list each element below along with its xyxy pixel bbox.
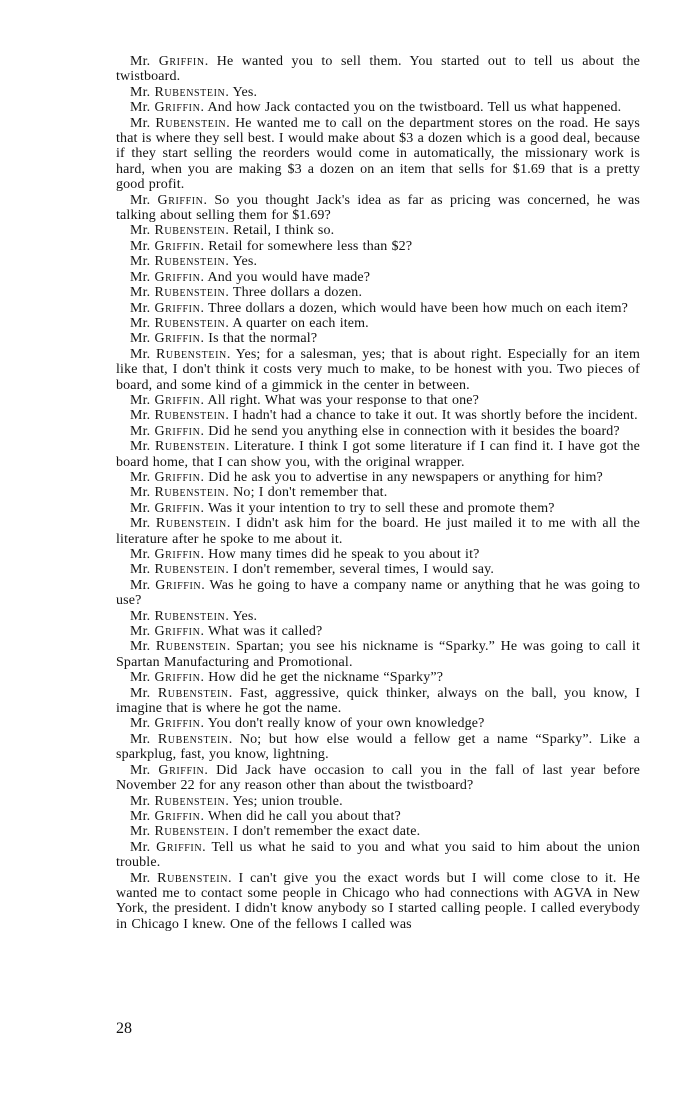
speaker-prefix: Mr. <box>130 408 151 424</box>
speaker-prefix: Mr. <box>130 716 151 732</box>
testimony-text: How many times did he speak to you about it? <box>208 547 480 562</box>
testimony-text: Did he send you anything else in connection with it besides the board? <box>208 423 620 439</box>
speaker-name: Griffin <box>154 547 201 562</box>
speaker-prefix: Mr. <box>130 516 151 532</box>
speaker-name: Rubenstein <box>154 439 226 455</box>
testimony-paragraph: Mr. Rubenstein. I don't remember, several times, I would say. <box>130 562 495 578</box>
testimony-text: And how Jack contacted you on the twistboard. Tell us what happened. <box>207 100 622 116</box>
speaker-name: Griffin <box>154 670 201 686</box>
testimony-paragraph: Mr. Rubenstein. Fast, aggressive, quick thinker, always on the ball, you know, I imagine that is where he got the name. <box>116 685 641 717</box>
speaker-prefix: Mr. <box>130 485 151 501</box>
testimony-text: Three dollars a dozen, which would have been how much on each item? <box>208 300 628 316</box>
speaker-name: Griffin <box>154 469 201 485</box>
speaker-prefix: Mr. <box>130 192 151 208</box>
speaker-prefix: Mr. <box>130 392 151 408</box>
speaker-name: Rubenstein <box>154 793 226 809</box>
speaker-name: Rubenstein <box>155 639 227 655</box>
testimony-paragraph: Mr. Rubenstein. I can't give you the exact words but I will come close to it. He wanted me to contact some people in Chicago who had connections with AGVA in New York, the president. I didn't know anybody so I started calling people. I called everybody in Chicago I knew. One of the fellows I called was <box>116 870 640 932</box>
speaker-name: Rubenstein <box>157 731 229 747</box>
speaker-prefix: Mr. <box>130 269 151 285</box>
testimony-text: Yes; union trouble. <box>232 793 343 809</box>
speaker-name: Griffin <box>154 624 201 640</box>
speaker-name: Rubenstein <box>157 870 229 886</box>
speaker-prefix: Mr. <box>130 562 151 578</box>
speaker-prefix: Mr. <box>130 839 151 855</box>
speaker-prefix: Mr. <box>130 762 151 778</box>
speaker-name: Griffin <box>154 238 201 254</box>
speaker-name: Griffin <box>154 392 201 408</box>
speaker-name: Rubenstein <box>154 254 226 270</box>
transcript-body <box>116 54 640 932</box>
testimony-paragraph: Mr. Griffin. All right. What was your response to that one? <box>130 392 480 408</box>
testimony-text: You don't really know of your own knowledge? <box>207 716 485 732</box>
speaker-name: Griffin <box>157 192 204 208</box>
testimony-text: Spartan; you see his nickname is “Sparky.” He was going to call it Spartan Manufacturing and Promotional. <box>116 639 640 670</box>
testimony-text: Was he going to have a company name or anything that he was going to use? <box>116 577 640 609</box>
testimony-paragraph: Mr. Rubenstein. Three dollars a dozen. <box>130 285 363 301</box>
speaker-prefix: Mr. <box>130 793 151 809</box>
testimony-paragraph: Mr. Rubenstein. I don't remember the exact date. <box>130 824 421 840</box>
page-number: 28 <box>116 1020 132 1037</box>
speaker-name: Griffin <box>154 331 201 347</box>
testimony-paragraph: Mr. Griffin. Tell us what he said to you and what you said to him about the union trouble. <box>116 839 640 871</box>
speaker-prefix: Mr. <box>130 100 151 116</box>
speaker-name: Griffin <box>156 839 203 855</box>
testimony-text: Tell us what he said to you and what you said to him about the union trouble. <box>116 839 640 871</box>
speaker-name: Griffin <box>154 269 201 285</box>
speaker-name: Griffin <box>154 300 201 316</box>
speaker-prefix: Mr. <box>130 670 151 686</box>
testimony-text: When did he call you about that? <box>208 808 401 824</box>
speaker-name: Rubenstein <box>157 685 229 701</box>
testimony-text: What was it called? <box>208 624 323 640</box>
speaker-name: Rubenstein <box>154 485 226 501</box>
speaker-prefix: Mr. <box>130 439 151 455</box>
speaker-name: Rubenstein <box>154 824 226 840</box>
testimony-text: No; but how else would a fellow get a name “Sparky”. Like a sparkplug, fast, you know, lightning. <box>116 731 640 763</box>
testimony-paragraph: Mr. Rubenstein. Yes. <box>130 84 258 100</box>
testimony-text: Did Jack have occasion to call you in the fall of last year before November 22 for any reason other than about the twistboard? <box>116 762 640 794</box>
testimony-paragraph: Mr. Rubenstein. Yes; for a salesman, yes; that is about right. Especially for an item like that, I don't think it costs very much to make, to be honest with you. Two pieces of board, and some kind of a gimmick in the center in between. <box>116 346 641 393</box>
speaker-name: Griffin <box>154 423 201 439</box>
testimony-paragraph: Mr. Griffin. Did Jack have occasion to call you in the fall of last year before November 22 for any reason other than about the twistboard? <box>116 762 640 794</box>
testimony-text: Yes; for a salesman, yes; that is about right. Especially for an item like that, I don't think it costs very much to make, to be honest with you. Two pieces of board, and some kind of a gimmick in the center in between. <box>116 346 641 393</box>
speaker-prefix: Mr. <box>130 824 151 840</box>
testimony-text: Is that the normal? <box>208 331 318 347</box>
speaker-name: Griffin <box>154 100 201 116</box>
speaker-name: Griffin <box>154 500 201 516</box>
testimony-paragraph: Mr. Griffin. Was he going to have a company name or anything that he was going to use? <box>116 577 640 609</box>
testimony-text: No; I don't remember that. <box>233 485 388 501</box>
testimony-paragraph: Mr. Rubenstein. He wanted me to call on the department stores on the road. He says that is where they sell best. I would make about $3 a dozen which is a good deal, because if they start selling the reorders would come in automatically, the missionary work is hard, when you are making $3 a dozen on an item that sells for $1.69 that is a pretty good profit. <box>116 115 640 193</box>
speaker-name: Rubenstein <box>154 608 226 624</box>
testimony-text: He wanted me to call on the department stores on the road. He says that is where they sell best. I would make about $3 a dozen which is a good deal, because if they start selling the reorders would come in automatically, the missionary work is hard, when you are making $3 a dozen on an item that sells for $1.69 that is a pretty good profit. <box>116 115 640 193</box>
speaker-prefix: Mr. <box>130 808 151 824</box>
speaker-name: Rubenstein <box>154 223 226 239</box>
testimony-text: And you would have made? <box>207 269 371 285</box>
testimony-paragraph: Mr. Griffin. You don't really know of your own knowledge? <box>130 716 485 732</box>
testimony-text: Three dollars a dozen. <box>232 285 363 301</box>
speaker-name: Rubenstein <box>154 84 226 100</box>
testimony-text: A quarter on each item. <box>232 315 369 331</box>
speaker-prefix: Mr. <box>130 223 151 239</box>
testimony-text: Retail for somewhere less than $2? <box>208 238 413 254</box>
testimony-paragraph: Mr. Griffin. Did he ask you to advertise in any newspapers or anything for him? <box>130 469 603 485</box>
speaker-prefix: Mr. <box>130 54 151 69</box>
testimony-text: I can't give you the exact words but I will come close to it. He wanted me to contact some people in Chicago who had connections with AGVA in New York, the president. I didn't know anybody so I started calling people. I called everybody in Chicago I knew. One of the fellows I called was <box>116 870 640 932</box>
testimony-paragraph: Mr. Rubenstein. I hadn't had a chance to take it out. It was shortly before the incident. <box>130 408 638 424</box>
speaker-prefix: Mr. <box>130 608 151 624</box>
speaker-prefix: Mr. <box>130 115 151 131</box>
testimony-paragraph: Mr. Griffin. How many times did he speak to you about it? <box>130 547 480 562</box>
testimony-paragraph: Mr. Rubenstein. Retail, I think so. <box>130 223 335 239</box>
testimony-paragraph: Mr. Griffin. Was it your intention to try to sell these and promote them? <box>130 500 555 516</box>
speaker-name: Rubenstein <box>155 516 227 532</box>
speaker-prefix: Mr. <box>130 84 151 100</box>
testimony-paragraph: Mr. Rubenstein. Yes. <box>130 254 258 270</box>
speaker-prefix: Mr. <box>130 870 151 886</box>
speaker-name: Rubenstein <box>155 346 227 362</box>
testimony-paragraph: Mr. Rubenstein. Spartan; you see his nickname is “Sparky.” He was going to call it Spartan Manufacturing and Promotional. <box>116 639 640 670</box>
speaker-prefix: Mr. <box>130 331 151 347</box>
testimony-paragraph: Mr. Griffin. And how Jack contacted you on the twistboard. Tell us what happened. <box>130 100 622 116</box>
speaker-prefix: Mr. <box>130 346 151 362</box>
testimony-text: Literature. I think I got some literature if I can find it. I have got the board home, that I can show you, with the original wrapper. <box>116 439 640 470</box>
speaker-prefix: Mr. <box>130 500 151 516</box>
speaker-prefix: Mr. <box>130 254 151 270</box>
speaker-prefix: Mr. <box>130 469 151 485</box>
testimony-text: Yes. <box>232 254 258 270</box>
speaker-prefix: Mr. <box>130 300 151 316</box>
speaker-prefix: Mr. <box>130 624 151 640</box>
speaker-prefix: Mr. <box>130 315 151 331</box>
testimony-text: I don't remember the exact date. <box>233 824 421 840</box>
testimony-paragraph: Mr. Griffin. What was it called? <box>130 624 323 640</box>
speaker-prefix: Mr. <box>130 685 151 701</box>
speaker-prefix: Mr. <box>130 285 151 301</box>
testimony-text: Did he ask you to advertise in any newspapers or anything for him? <box>208 469 603 485</box>
testimony-text: He wanted you to sell them. You started out to tell us about the twistboard. <box>116 54 641 85</box>
testimony-paragraph: Mr. Griffin. He wanted you to sell them. You started out to tell us about the twistboard. <box>116 54 641 85</box>
testimony-paragraph: Mr. Rubenstein. Yes. <box>130 608 258 624</box>
testimony-paragraph: Mr. Griffin. Is that the normal? <box>130 331 318 347</box>
testimony-paragraph: Mr. Rubenstein. Literature. I think I got some literature if I can find it. I have got the board home, that I can show you, with the original wrapper. <box>116 439 640 470</box>
speaker-name: Rubenstein <box>155 115 227 131</box>
speaker-name: Griffin <box>154 808 201 824</box>
testimony-paragraph: Mr. Rubenstein. I didn't ask him for the board. He just mailed it to me with all the literature after he spoke to me about it. <box>116 516 640 547</box>
testimony-text: I don't remember, several times, I would say. <box>233 562 495 578</box>
speaker-prefix: Mr. <box>130 423 151 439</box>
testimony-paragraph: Mr. Griffin. Three dollars a dozen, which would have been how much on each item? <box>130 300 628 316</box>
testimony-text: Was it your intention to try to sell these and promote them? <box>208 500 555 516</box>
testimony-paragraph: Mr. Rubenstein. No; I don't remember that. <box>130 485 388 501</box>
testimony-text: Retail, I think so. <box>233 223 335 239</box>
testimony-paragraph: Mr. Griffin. When did he call you about that? <box>130 808 401 824</box>
speaker-name: Rubenstein <box>154 285 226 301</box>
speaker-name: Rubenstein <box>154 562 226 578</box>
testimony-paragraph: Mr. Griffin. And you would have made? <box>130 269 371 285</box>
speaker-prefix: Mr. <box>130 547 151 562</box>
testimony-paragraph: Mr. Rubenstein. A quarter on each item. <box>130 315 369 331</box>
speaker-prefix: Mr. <box>130 731 151 747</box>
testimony-paragraph: Mr. Griffin. So you thought Jack's idea as far as pricing was concerned, he was talking about selling them for $1.69? <box>116 192 640 224</box>
testimony-text: Fast, aggressive, quick thinker, always on the ball, you know, I imagine that is where he got the name. <box>116 685 641 717</box>
testimony-text: How did he get the nickname “Sparky”? <box>208 670 444 686</box>
testimony-text: Yes. <box>232 608 258 624</box>
testimony-text: I didn't ask him for the board. He just mailed it to me with all the literature after he spoke to me about it. <box>116 516 640 547</box>
testimony-text: All right. What was your response to that one? <box>207 392 480 408</box>
speaker-name: Griffin <box>158 54 205 69</box>
testimony-paragraph: Mr. Rubenstein. Yes; union trouble. <box>130 793 343 809</box>
speaker-name: Rubenstein <box>154 315 226 331</box>
speaker-name: Rubenstein <box>154 408 226 424</box>
testimony-text: I hadn't had a chance to take it out. It was shortly before the incident. <box>233 408 638 424</box>
testimony-paragraph: Mr. Griffin. Did he send you anything else in connection with it besides the board? <box>130 423 620 439</box>
speaker-name: Griffin <box>158 762 205 778</box>
testimony-text: So you thought Jack's idea as far as pricing was concerned, he was talking about selling them for $1.69? <box>116 192 640 224</box>
speaker-prefix: Mr. <box>130 577 151 593</box>
testimony-paragraph: Mr. Griffin. Retail for somewhere less than $2? <box>130 238 413 254</box>
speaker-prefix: Mr. <box>130 238 151 254</box>
speaker-name: Griffin <box>155 577 202 593</box>
testimony-paragraph: Mr. Griffin. How did he get the nickname “Sparky”? <box>130 670 444 686</box>
speaker-prefix: Mr. <box>130 639 151 655</box>
testimony-paragraph: Mr. Rubenstein. No; but how else would a fellow get a name “Sparky”. Like a sparkplug, fast, you know, lightning. <box>116 731 640 763</box>
testimony-text: Yes. <box>232 84 258 100</box>
speaker-name: Griffin <box>154 716 201 732</box>
